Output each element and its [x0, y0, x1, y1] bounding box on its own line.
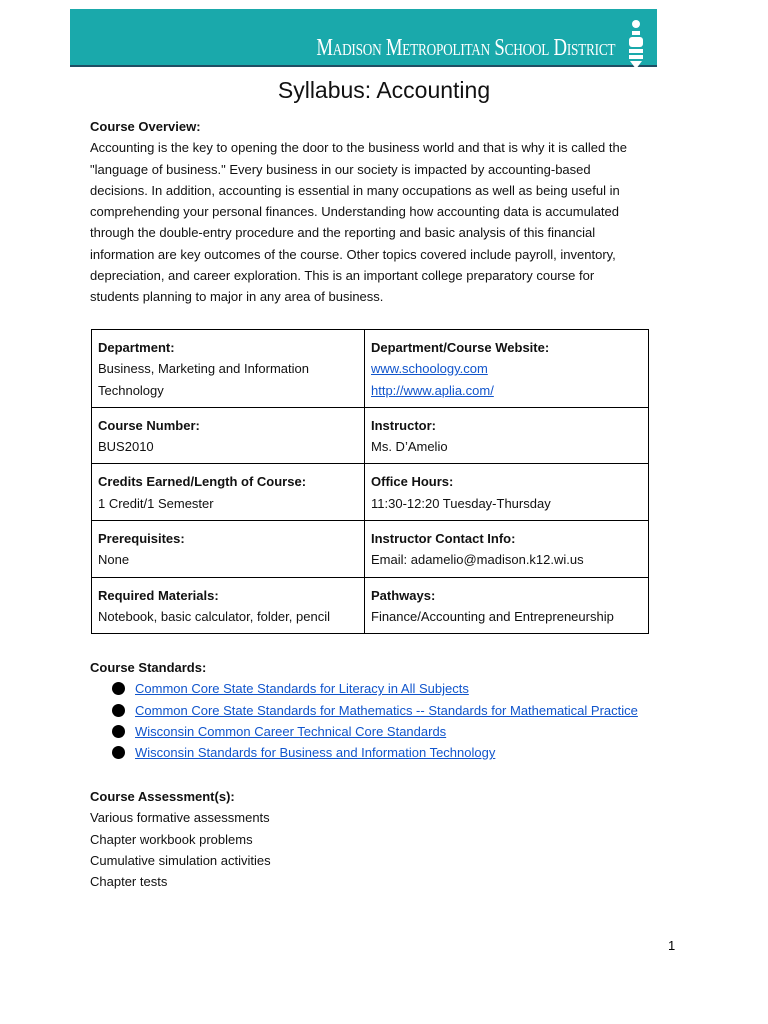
contact-value: Email: adamelio@madison.k12.wi.us	[371, 552, 584, 568]
prereq-value: None	[98, 552, 130, 568]
prereq-cell	[92, 521, 365, 578]
pathways-cell	[365, 577, 649, 634]
website-label: Department/Course Website:	[371, 340, 550, 355]
lightbulb-i-icon	[625, 19, 647, 71]
overview-line: through the double-entry procedure and the reporting and basic analysis of this financial	[90, 225, 596, 241]
overview-line: Accounting is the key to opening the door to the business world and that is why it is called the	[90, 140, 627, 156]
list-item	[112, 678, 670, 699]
course-number-cell	[92, 407, 365, 464]
overview-line: "language of business." Every business in our society is impacted by accounting-based	[90, 161, 591, 177]
district-banner	[70, 9, 657, 67]
overview-heading: Course Overview:	[90, 119, 201, 134]
table-row	[92, 407, 649, 464]
materials-label: Required Materials:	[98, 587, 219, 603]
list-item: Chapter tests	[90, 874, 168, 890]
standard-link-career-technical[interactable]: Wisconsin Common Career Technical Core Standards	[135, 723, 447, 739]
instructor-cell	[365, 407, 649, 464]
materials-value: Notebook, basic calculator, folder, pencil	[98, 608, 330, 624]
materials-cell	[92, 577, 365, 634]
page-number: 1	[668, 938, 676, 953]
standard-link-business-it[interactable]: Wisconsin Standards for Business and Information Technology	[135, 745, 496, 761]
instructor-label: Instructor:	[371, 417, 436, 433]
bullet-icon	[112, 682, 125, 695]
standards-heading: Course Standards:	[90, 660, 207, 675]
department-cell	[92, 330, 365, 408]
instructor-value: Ms. D’Amelio	[371, 439, 448, 455]
list-item: Chapter workbook problems	[90, 831, 253, 847]
pathways-label: Pathways:	[371, 587, 436, 603]
bullet-icon	[112, 704, 125, 717]
credits-value: 1 Credit/1 Semester	[98, 495, 214, 511]
website-cell	[365, 330, 649, 408]
office-hours-cell	[365, 464, 649, 521]
list-item	[112, 721, 670, 742]
bullet-icon	[112, 725, 125, 738]
standard-link-mathematics[interactable]: Common Core State Standards for Mathematics -- Standards for Mathematical Practice	[135, 702, 638, 718]
office-hours-value: 11:30-12:20 Tuesday-Thursday	[371, 495, 551, 511]
overview-line: depreciation, and career exploration. This is an important college preparatory course for	[90, 268, 595, 284]
list-item	[112, 700, 670, 721]
prereq-label: Prerequisites:	[98, 531, 185, 547]
list-item	[112, 742, 670, 763]
table-row	[92, 464, 649, 521]
office-hours-label: Office Hours:	[371, 474, 454, 490]
course-info-table	[91, 329, 649, 634]
aplia-link[interactable]: http://www.aplia.com/	[371, 382, 494, 398]
list-item: Various formative assessments	[90, 810, 270, 826]
table-row	[92, 577, 649, 634]
table-row	[92, 521, 649, 578]
page-title: Syllabus: Accounting	[277, 77, 491, 103]
pathways-value: Finance/Accounting and Entrepreneurship	[371, 608, 614, 624]
standard-link-literacy[interactable]: Common Core State Standards for Literacy in All Subjects	[135, 681, 469, 697]
contact-cell	[365, 521, 649, 578]
overview-line: comprehending your personal finances. Understanding how accounting data is accumulated	[90, 204, 619, 220]
assessments-heading: Course Assessment(s):	[90, 789, 235, 804]
overview-line: information are key outcomes of the course. Other topics covered include payroll, inventory,	[90, 246, 616, 262]
list-item: Cumulative simulation activities	[90, 852, 271, 868]
table-row	[92, 330, 649, 408]
credits-label: Credits Earned/Length of Course:	[98, 474, 307, 490]
course-number-label: Course Number:	[98, 417, 200, 433]
course-overview	[90, 116, 670, 308]
overview-line: students planning to major in any area of business.	[90, 289, 384, 305]
contact-label: Instructor Contact Info:	[371, 531, 516, 547]
department-label: Department:	[98, 340, 175, 355]
course-assessments	[90, 786, 670, 892]
course-standards	[90, 657, 670, 763]
department-value: Business, Marketing and Information	[98, 361, 309, 377]
schoology-link[interactable]: www.schoology.com	[371, 361, 488, 377]
standards-list	[90, 678, 670, 763]
bullet-icon	[112, 746, 125, 759]
overview-line: decisions. In addition, accounting is essential in many occupations as well as being useful in	[90, 182, 620, 198]
course-number-value: BUS2010	[98, 439, 154, 455]
department-value: Technology	[98, 382, 164, 398]
credits-cell	[92, 464, 365, 521]
district-name: Madison Metropolitan School District	[316, 35, 615, 61]
